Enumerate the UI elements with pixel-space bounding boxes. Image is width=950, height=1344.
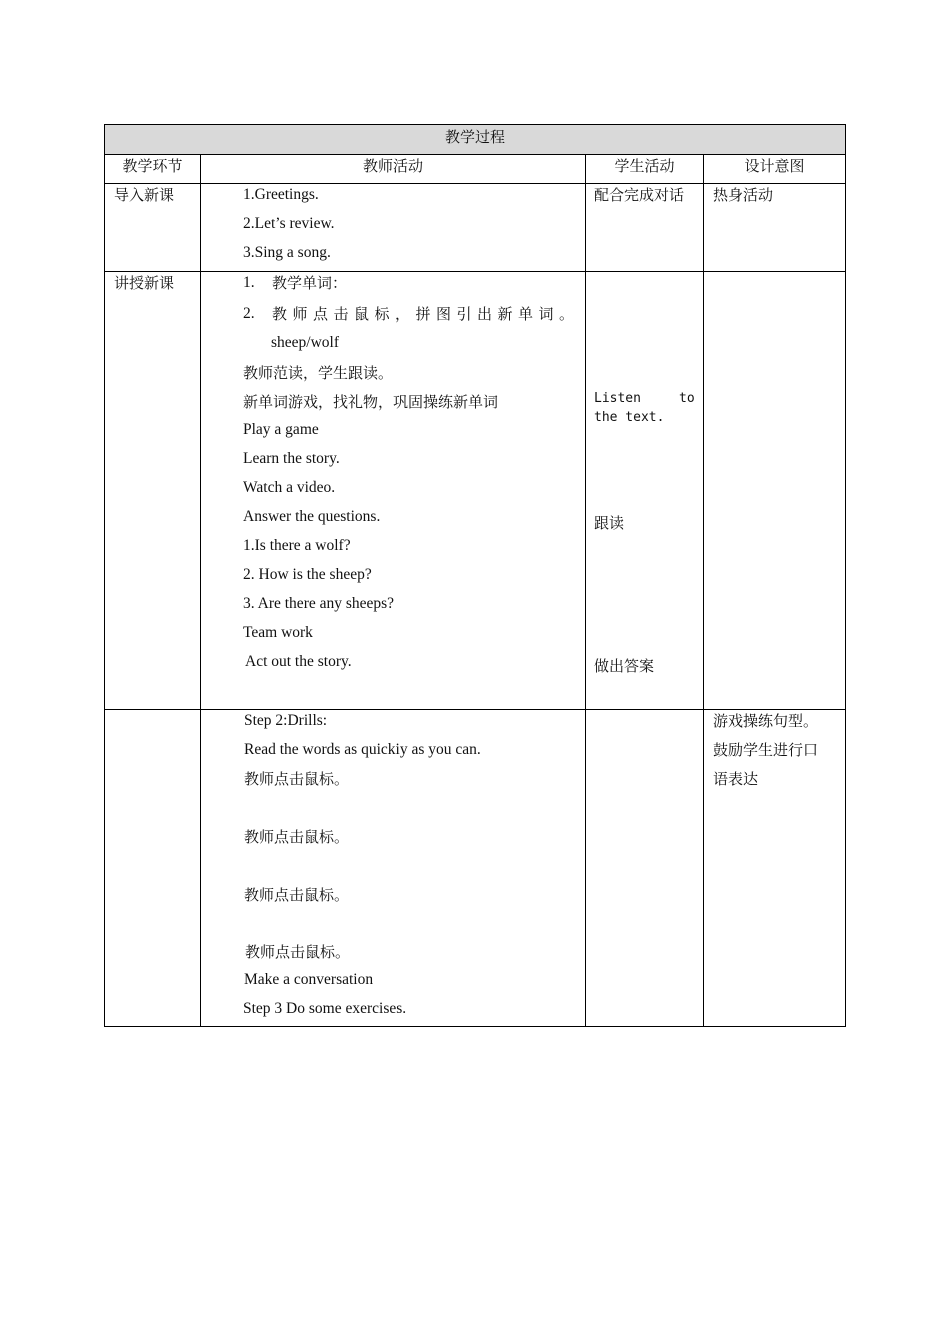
header-teacher: 教师活动 (362, 157, 423, 175)
row2-teacher-line: 2. How is the sheep? (243, 566, 372, 583)
list-number: 1. (243, 274, 255, 291)
row2-teacher-line: Watch a video. (243, 479, 336, 496)
row2-stage: 讲授新课 (114, 274, 175, 292)
row3-teacher-line: Step 3 Do some exercises. (243, 1000, 407, 1017)
divider (585, 154, 586, 1026)
divider (105, 271, 845, 272)
divider (200, 154, 201, 1026)
teaching-process-table (104, 124, 846, 1027)
row3-intent-line: 游戏操练句型。 (713, 712, 819, 730)
row1-teacher-line: 3.Sing a song. (243, 244, 331, 261)
divider (703, 154, 704, 1026)
row3-intent-line: 鼓励学生进行口 (713, 741, 819, 759)
row1-intent: 热身活动 (713, 186, 774, 204)
list-item: 教师点击鼠标，拼图引出新单词。 (272, 305, 580, 323)
row1-teacher-line: 2.Let’s review. (243, 215, 335, 232)
table-title: 教学过程 (444, 128, 505, 146)
row2-student-word: to (679, 391, 695, 406)
header-stage: 教学环节 (122, 157, 183, 175)
row2-teacher-line: 教师范读，学生跟读。 (243, 364, 394, 382)
row3-teacher-line: 教师点击鼠标。 (245, 943, 351, 961)
row3-teacher-line: 教师点击鼠标。 (244, 770, 350, 788)
row3-intent-line: 语表达 (713, 770, 759, 788)
list-item: 教学单词： (272, 274, 348, 292)
row2-student-word: the text. (594, 410, 665, 425)
row2-student: 跟读 (594, 514, 625, 532)
row2-teacher-line: Act out the story. (245, 653, 352, 670)
row2-teacher-line: 1.Is there a wolf? (243, 537, 351, 554)
row3-teacher-line: 教师点击鼠标。 (244, 828, 350, 846)
divider (105, 709, 845, 710)
row3-teacher-line: Read the words as quickiy as you can. (244, 741, 481, 758)
row3-teacher-line: Make a conversation (244, 971, 374, 988)
row2-student-word: Listen (594, 391, 641, 406)
row2-teacher-line: 3. Are there any sheeps? (243, 595, 395, 612)
row2-teacher-line: Play a game (243, 421, 319, 438)
row1-stage: 导入新课 (114, 186, 175, 204)
row2-teacher-line: Learn the story. (243, 450, 340, 467)
row1-student: 配合完成对话 (594, 186, 685, 204)
header-student: 学生活动 (614, 157, 675, 175)
row2-student: 做出答案 (594, 657, 655, 675)
row2-teacher-line: Answer the questions. (243, 508, 381, 525)
row3-teacher-line: 教师点击鼠标。 (244, 886, 350, 904)
divider (105, 154, 845, 155)
list-number: 2. (243, 305, 255, 322)
divider (105, 183, 845, 184)
row2-teacher-line: Team work (243, 624, 313, 641)
row3-teacher-line: Step 2:Drills: (244, 712, 328, 729)
row2-teacher-line: 新单词游戏，找礼物，巩固操练新单词 (243, 393, 499, 411)
header-intent: 设计意图 (744, 157, 805, 175)
row1-teacher-line: 1.Greetings. (243, 186, 319, 203)
row2-teacher-line: sheep/wolf (271, 334, 340, 351)
